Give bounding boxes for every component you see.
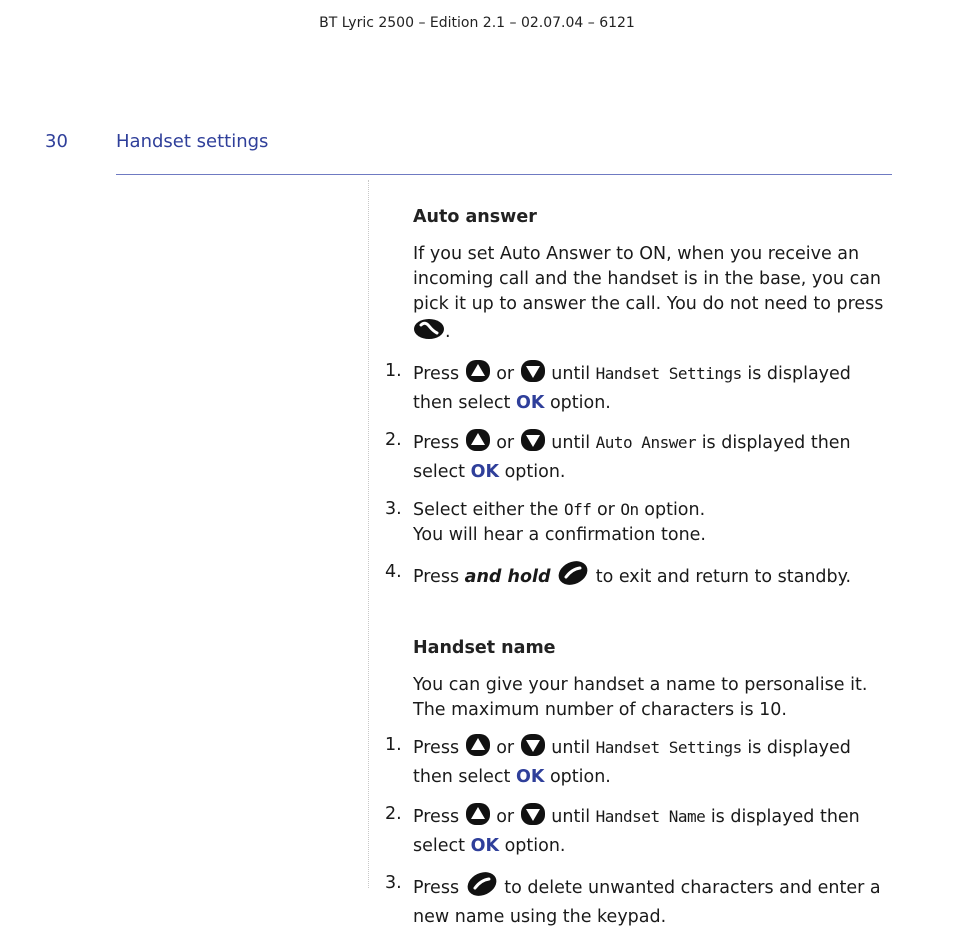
section-title: Handset settings (116, 131, 269, 152)
talk-button-icon (413, 317, 445, 349)
end-call-button-icon (556, 560, 590, 594)
list-item: 1. Press or until Handset Settings is displayed then select OK option. (385, 735, 851, 787)
handset-name-steps (385, 733, 895, 930)
display-text: Handset Name (595, 807, 706, 826)
down-arrow-button-icon (520, 359, 546, 391)
down-arrow-button-icon (520, 733, 546, 765)
up-arrow-button-icon (465, 802, 491, 834)
ok-softkey-label: OK (470, 836, 500, 856)
auto-answer-steps (385, 359, 895, 594)
list-item: 3. Press to delete unwanted characters and enter a new name using the keypad. (385, 871, 895, 930)
display-text: Handset Settings (595, 738, 742, 757)
up-arrow-button-icon (465, 428, 491, 460)
ok-softkey-label: OK (515, 767, 545, 787)
auto-answer-heading: Auto answer (413, 207, 537, 227)
end-call-button-icon (465, 871, 499, 905)
display-text: Auto Answer (595, 433, 697, 452)
page-number: 30 (45, 131, 68, 152)
display-text: Handset Settings (595, 364, 742, 383)
column-divider (368, 180, 369, 888)
list-item: 4. Press and hold to exit and return to standby. (385, 560, 895, 594)
handset-name-heading: Handset name (413, 638, 556, 658)
down-arrow-button-icon (520, 802, 546, 834)
document-header: BT Lyric 2500 – Edition 2.1 – 02.07.04 – 6121 (319, 15, 635, 31)
display-text: Off (563, 500, 592, 519)
down-arrow-button-icon (520, 428, 546, 460)
list-item: 1. Press or until Handset Settings is displayed then select OK option. (385, 361, 851, 413)
ok-softkey-label: OK (470, 462, 500, 482)
header-rule (116, 174, 892, 175)
up-arrow-button-icon (465, 359, 491, 391)
list-item: 2. Press or until Handset Name is displayed then select OK option. (385, 804, 860, 856)
handset-name-intro: You can give your handset a name to personalise it. The maximum number of characters is 10. (413, 675, 868, 720)
ok-softkey-label: OK (515, 393, 545, 413)
up-arrow-button-icon (465, 733, 491, 765)
main-content (385, 205, 895, 942)
list-item: 3. Select either the Off or On option. You will hear a confirmation tone. (385, 499, 706, 545)
auto-answer-intro: If you set Auto Answer to ON, when you receive an incoming call and the handset is in the base, you can pick it up to answer the call. You do not need to press . (413, 242, 895, 349)
list-item: 2. Press or until Auto Answer is displayed then select OK option. (385, 430, 851, 482)
display-text: On (620, 500, 639, 519)
